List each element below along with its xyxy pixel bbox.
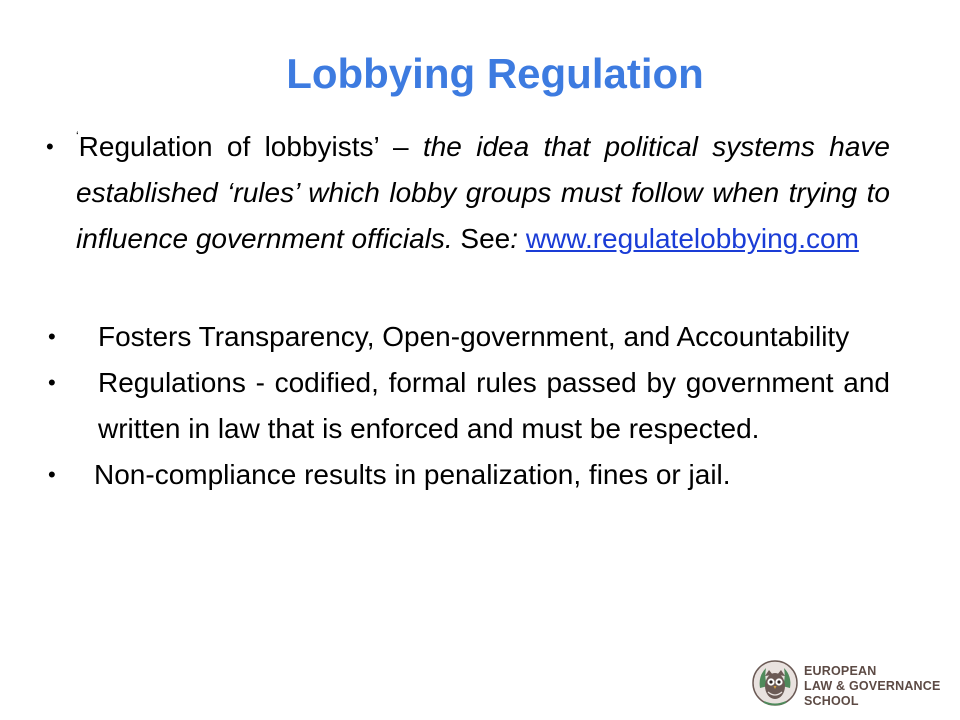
owl-emblem-icon (752, 658, 798, 708)
bullet-text: Regulations - codified, formal rules passed by government and written in law that is enforced and must be respected. (98, 367, 890, 444)
bullet-dot: • (48, 370, 56, 395)
bullet-dot: • (48, 324, 56, 349)
bullet-dot: • (48, 462, 56, 487)
bullet-item-regulations (40, 360, 890, 452)
logo-wordmark (804, 664, 941, 709)
bullet-text: Fosters Transparency, Open-government, and Accountability (98, 321, 850, 352)
bullet-text: Non-compliance results in penalization, fines or jail. (94, 459, 731, 490)
bullet-item-transparency (40, 314, 890, 360)
slide-title: Lobbying Regulation (286, 50, 704, 97)
logo-line-3: SCHOOL (804, 694, 859, 708)
bullet-lead-text: Regulation of lobbyists’ – (78, 131, 423, 162)
bullet-item-regulation-definition (40, 124, 890, 262)
bullet-italic-text: the idea that political systems have established ‘rules’ which lobby groups must follow when trying to influence government officials. (76, 131, 890, 254)
bullet-list (40, 124, 890, 498)
bullet-dot: • (46, 134, 54, 159)
see-colon: : (510, 223, 526, 254)
regulatelobbying-link[interactable]: www.regulatelobbying.com (525, 223, 859, 254)
school-logo (752, 656, 952, 716)
logo-line-1: EUROPEAN (804, 664, 877, 678)
quote-mark: ‘ (76, 129, 79, 143)
logo-line-2: LAW & GOVERNANCE (804, 679, 941, 693)
bullet-item-non-compliance (40, 452, 890, 498)
see-label: See (452, 223, 511, 254)
